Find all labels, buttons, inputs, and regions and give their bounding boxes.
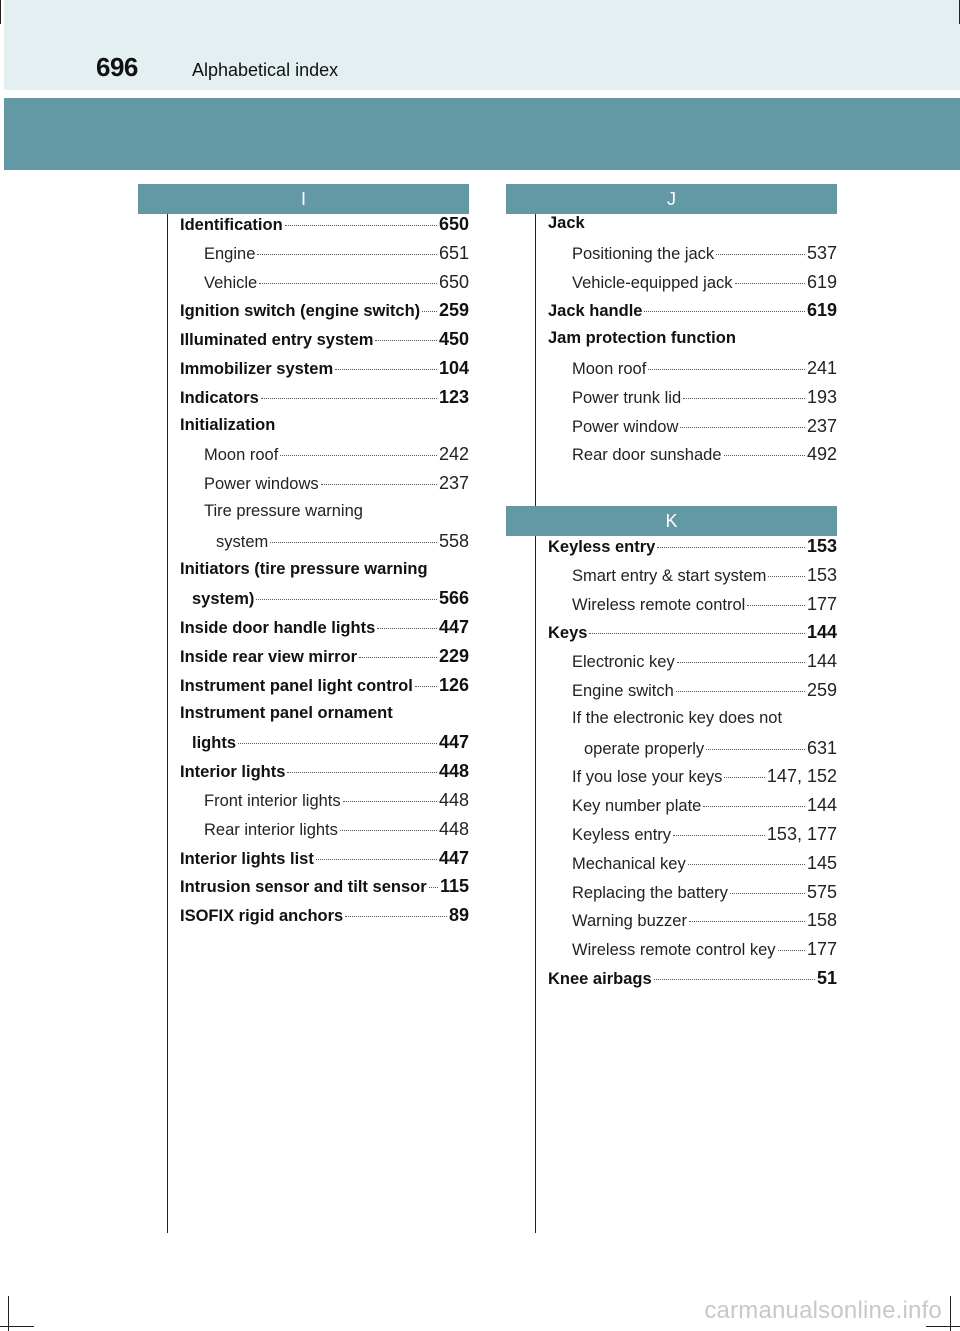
entry-label: Tire pressure warning xyxy=(204,501,363,520)
entry-page-number: 650 xyxy=(438,271,469,292)
entry-page-number: 153 xyxy=(806,536,837,556)
watermark: carmanualsonline.info xyxy=(704,1297,942,1324)
index-entry xyxy=(180,329,469,358)
entry-page-number: 153, 177 xyxy=(766,823,837,844)
entry-page-number: 241 xyxy=(806,357,837,378)
index-entry xyxy=(180,675,469,704)
entry-label: system) xyxy=(192,590,255,609)
entry-label: Moon roof xyxy=(204,446,279,465)
index-entry xyxy=(180,617,469,646)
index-entry xyxy=(548,680,837,709)
index-entry xyxy=(180,387,469,416)
entry-page-number: 566 xyxy=(438,588,469,609)
entry-label: lights xyxy=(192,734,236,753)
index-entry xyxy=(180,444,469,473)
entry-label: Power trunk lid xyxy=(572,388,682,407)
dot-leader xyxy=(657,547,805,548)
dot-leader xyxy=(735,283,805,284)
section-header-j: J xyxy=(506,184,837,214)
index-entry xyxy=(548,766,837,795)
entry-label: Wireless remote control xyxy=(572,595,746,614)
index-entry xyxy=(180,214,469,243)
entry-label: Power window xyxy=(572,417,679,436)
index-entry xyxy=(180,502,469,531)
entry-label: Ignition switch (engine switch) xyxy=(180,302,421,321)
entry-label: Indicators xyxy=(180,388,259,407)
dot-leader xyxy=(589,633,805,634)
entry-page-number: 126 xyxy=(438,674,469,695)
entry-page-number: 448 xyxy=(438,789,469,810)
entry-label: Moon roof xyxy=(572,359,647,378)
index-entry xyxy=(180,761,469,790)
entry-label: Intrusion sensor and tilt sensor xyxy=(180,878,427,897)
entry-label: Rear door sunshade xyxy=(572,446,722,465)
index-entry xyxy=(548,651,837,680)
dot-leader xyxy=(683,398,805,399)
index-entry xyxy=(180,272,469,301)
section-header-i: I xyxy=(138,184,469,214)
entry-label: Electronic key xyxy=(572,653,675,672)
entry-page-number: 447 xyxy=(438,732,469,753)
index-entry xyxy=(180,243,469,272)
entry-label: Keyless entry xyxy=(572,825,672,844)
dot-leader xyxy=(287,772,437,773)
dot-leader xyxy=(706,749,805,750)
header-bar xyxy=(4,0,960,90)
dot-leader xyxy=(654,979,815,980)
entry-label: Wireless remote control key xyxy=(572,941,776,960)
entry-page-number: 144 xyxy=(806,795,837,816)
entry-page-number: 651 xyxy=(438,242,469,263)
entry-page-number: 145 xyxy=(806,852,837,873)
entry-label: Power windows xyxy=(204,475,319,494)
dot-leader xyxy=(730,893,805,894)
entry-label: Warning buzzer xyxy=(572,912,687,931)
index-entry xyxy=(180,848,469,877)
entry-label: Replacing the battery xyxy=(572,883,728,902)
entry-page-number: 89 xyxy=(448,905,469,926)
entry-label: Jam protection function xyxy=(548,329,736,348)
dot-leader xyxy=(321,484,437,485)
dot-leader xyxy=(677,662,805,663)
entry-page-number: 144 xyxy=(806,651,837,672)
page-title: Alphabetical index xyxy=(192,60,339,80)
entry-page-number: 447 xyxy=(438,617,469,638)
dot-leader xyxy=(429,887,438,888)
entry-page-number: 450 xyxy=(438,329,469,350)
entry-label: Instrument panel light control xyxy=(180,676,413,695)
index-entry xyxy=(180,531,469,560)
index-entry xyxy=(548,214,837,243)
section-header-k: K xyxy=(506,506,837,536)
entry-label: Instrument panel ornament xyxy=(180,703,393,722)
index-entry xyxy=(548,272,837,301)
column-rule-right xyxy=(535,208,536,1233)
index-entry xyxy=(180,704,469,733)
crop-mark xyxy=(8,1296,9,1331)
entry-label: Positioning the jack xyxy=(572,244,715,263)
index-entry xyxy=(548,536,837,565)
entry-page-number: 259 xyxy=(806,679,837,700)
index-entry xyxy=(548,910,837,939)
index-entry xyxy=(180,646,469,675)
entry-label: Vehicle-equipped jack xyxy=(572,273,733,292)
entry-label: Initiators (tire pressure warning xyxy=(180,559,428,578)
dot-leader xyxy=(280,455,437,456)
entry-page-number: 650 xyxy=(438,214,469,234)
index-entry xyxy=(548,709,837,738)
entry-page-number: 177 xyxy=(806,939,837,960)
dot-leader xyxy=(778,950,805,951)
dot-leader xyxy=(343,801,437,802)
dot-leader xyxy=(747,605,805,606)
index-entry xyxy=(180,732,469,761)
crop-mark xyxy=(0,0,1,24)
index-entry xyxy=(180,416,469,445)
entry-label: Jack xyxy=(548,214,585,232)
dot-leader xyxy=(261,398,437,399)
entry-label: Mechanical key xyxy=(572,854,686,873)
dot-leader xyxy=(703,806,805,807)
entry-label: Keyless entry xyxy=(548,538,656,556)
dot-leader xyxy=(724,777,765,778)
entry-label: Rear interior lights xyxy=(204,820,338,839)
dot-leader xyxy=(377,628,437,629)
index-entry xyxy=(548,300,837,329)
entry-page-number: 558 xyxy=(438,530,469,551)
dot-leader xyxy=(257,254,437,255)
index-entry xyxy=(548,738,837,767)
entry-label: Interior lights list xyxy=(180,849,314,868)
crop-mark xyxy=(0,1326,34,1327)
dot-leader xyxy=(256,599,437,600)
dot-leader xyxy=(316,859,437,860)
dot-leader xyxy=(422,311,437,312)
index-entry xyxy=(548,968,837,997)
section-banner xyxy=(4,98,960,170)
index-entry xyxy=(548,795,837,824)
entry-page-number: 177 xyxy=(806,593,837,614)
entry-label: Smart entry & start system xyxy=(572,566,767,585)
entry-page-number: 193 xyxy=(806,386,837,407)
entry-page-number: 448 xyxy=(438,761,469,782)
index-entry xyxy=(548,416,837,445)
index-entry xyxy=(180,905,469,934)
entry-label: Interior lights xyxy=(180,763,286,782)
entry-page-number: 104 xyxy=(438,357,469,378)
entry-page-number: 631 xyxy=(806,737,837,758)
index-entry xyxy=(180,560,469,589)
entry-label: Key number plate xyxy=(572,797,702,816)
entry-label: system xyxy=(216,532,269,551)
index-entry xyxy=(180,300,469,329)
index-entry xyxy=(180,790,469,819)
index-entry xyxy=(180,473,469,502)
entry-page-number: 158 xyxy=(806,910,837,931)
index-entry xyxy=(548,824,837,853)
index-list-k xyxy=(548,536,837,997)
index-entry xyxy=(548,329,837,358)
entry-page-number: 242 xyxy=(438,444,469,465)
entry-page-number: 115 xyxy=(439,876,469,897)
dot-leader xyxy=(345,916,447,917)
dot-leader xyxy=(259,283,437,284)
dot-leader xyxy=(676,691,805,692)
index-entry xyxy=(548,594,837,623)
entry-label: Initialization xyxy=(180,415,276,434)
entry-page-number: 51 xyxy=(816,967,837,988)
entry-page-number: 153 xyxy=(806,564,837,585)
entry-label: Engine xyxy=(204,244,256,263)
entry-label: Inside door handle lights xyxy=(180,619,376,638)
index-entry xyxy=(180,819,469,848)
entry-page-number: 492 xyxy=(806,444,837,465)
entry-label: Jack handle xyxy=(548,302,643,321)
entry-label: If you lose your keys xyxy=(572,768,723,787)
index-entry xyxy=(548,853,837,882)
dot-leader xyxy=(768,576,805,577)
dot-leader xyxy=(340,830,437,831)
entry-label: Illuminated entry system xyxy=(180,331,374,350)
dot-leader xyxy=(688,864,805,865)
dot-leader xyxy=(716,254,805,255)
page-number: 696 xyxy=(96,52,138,82)
entry-page-number: 229 xyxy=(438,645,469,666)
dot-leader xyxy=(270,542,437,543)
dot-leader xyxy=(648,369,805,370)
entry-label: Immobilizer system xyxy=(180,359,334,378)
index-entry xyxy=(548,387,837,416)
entry-label: operate properly xyxy=(584,739,705,758)
index-list-j xyxy=(548,214,837,473)
dot-leader xyxy=(644,311,804,312)
entry-label: If the electronic key does not xyxy=(572,708,783,727)
dot-leader xyxy=(680,427,805,428)
index-entry xyxy=(548,882,837,911)
index-entry xyxy=(548,358,837,387)
index-entry xyxy=(180,588,469,617)
entry-page-number: 575 xyxy=(806,881,837,902)
entry-label: Inside rear view mirror xyxy=(180,647,357,666)
dot-leader xyxy=(285,225,437,226)
entry-page-number: 237 xyxy=(438,473,469,494)
entry-label: Knee airbags xyxy=(548,969,652,988)
dot-leader xyxy=(335,369,437,370)
entry-page-number: 144 xyxy=(806,622,837,643)
dot-leader xyxy=(238,743,437,744)
entry-label: Keys xyxy=(548,624,588,643)
entry-page-number: 619 xyxy=(806,300,837,321)
index-entry xyxy=(548,565,837,594)
index-entry xyxy=(548,444,837,473)
entry-label: Vehicle xyxy=(204,273,258,292)
entry-page-number: 259 xyxy=(438,300,469,321)
entry-label: ISOFIX rigid anchors xyxy=(180,907,344,926)
dot-leader xyxy=(359,657,437,658)
dot-leader xyxy=(375,340,436,341)
entry-label: Identification xyxy=(180,216,283,234)
dot-leader xyxy=(724,455,805,456)
index-entry xyxy=(548,939,837,968)
dot-leader xyxy=(415,686,437,687)
crop-mark xyxy=(950,1296,951,1331)
entry-page-number: 447 xyxy=(438,847,469,868)
crop-mark xyxy=(926,1326,960,1327)
entry-page-number: 448 xyxy=(438,818,469,839)
entry-label: Engine switch xyxy=(572,681,674,700)
entry-page-number: 123 xyxy=(438,386,469,407)
dot-leader xyxy=(673,835,765,836)
index-list-i xyxy=(180,214,469,934)
entry-label: Front interior lights xyxy=(204,791,341,810)
index-entry xyxy=(548,243,837,272)
column-rule-left xyxy=(167,208,168,1233)
index-entry xyxy=(548,622,837,651)
index-entry xyxy=(180,358,469,387)
entry-page-number: 619 xyxy=(806,271,837,292)
entry-page-number: 537 xyxy=(806,242,837,263)
entry-page-number: 237 xyxy=(806,415,837,436)
dot-leader xyxy=(689,921,805,922)
entry-page-number: 147, 152 xyxy=(766,766,837,787)
index-entry xyxy=(180,876,469,905)
